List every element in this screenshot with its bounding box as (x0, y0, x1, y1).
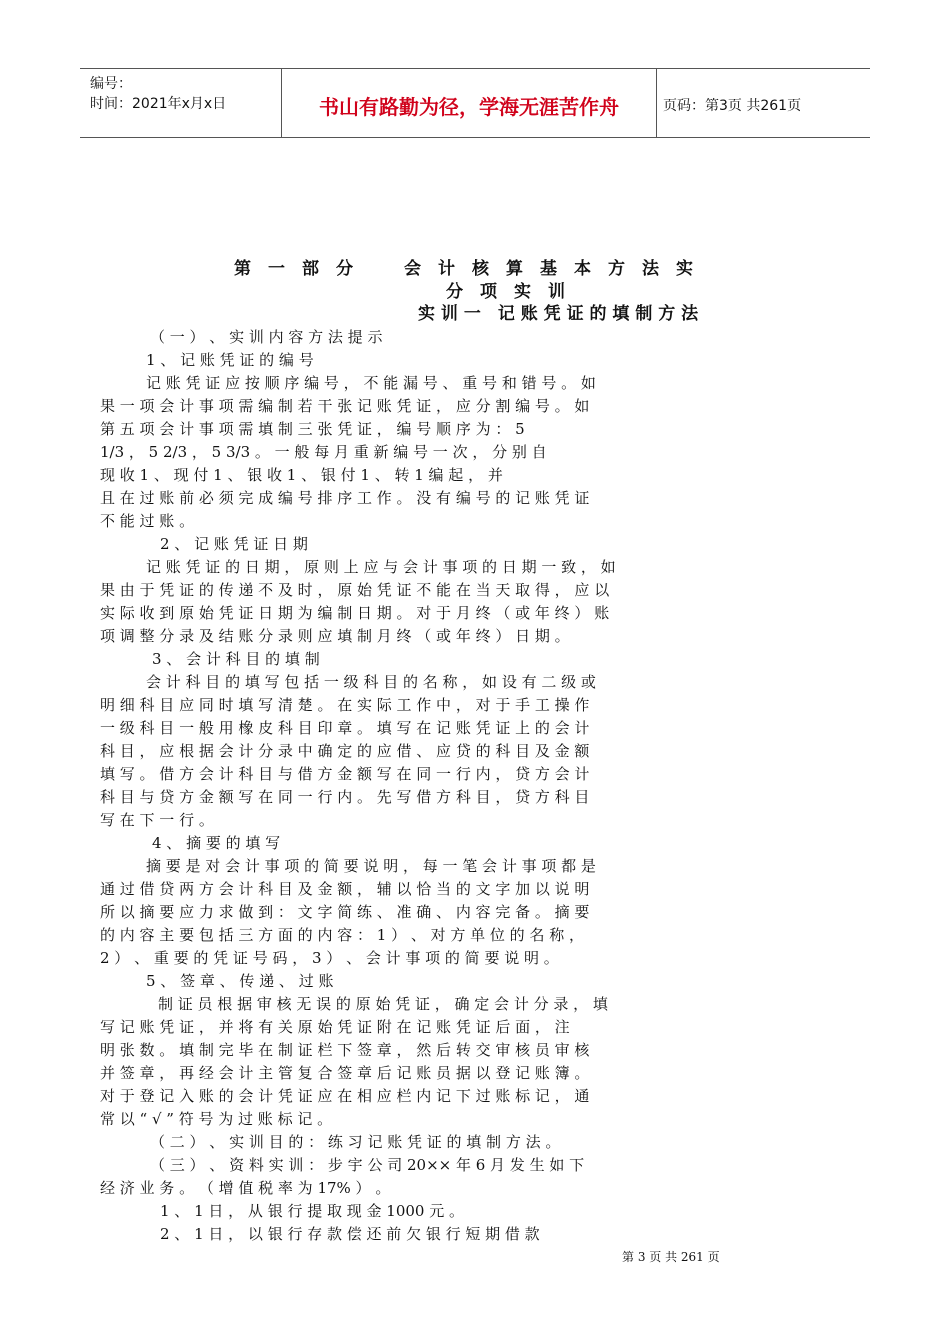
paragraph-line: 项 调 整 分 录 及 结 账 分 录 则 应 填 制 月 终 （ 或 年 终 ） 日 期 。 (100, 627, 570, 645)
item-heading: 3 、 会 计 科 目 的 填 制 (152, 650, 320, 668)
motto: 书山有路勤为径，学海无涯苦作舟 (319, 95, 619, 119)
paragraph-line: 的 内 容 主 要 包 括 三 方 面 的 内 容 ： 1 ） 、 对 方 单 位 的 名 称 ， (100, 926, 584, 944)
part-title: 第 一 部 分 会 计 核 算 基 本 方 法 实 (234, 259, 693, 279)
part-title-cont: 分 项 实 训 (446, 282, 565, 302)
paragraph-line: 经 济 业 务 。 （ 增 值 税 率 为 17% ） 。 (100, 1179, 391, 1197)
paragraph-line: 第 五 项 会 计 事 项 需 填 制 三 张 凭 证 ， 编 号 顺 序 为 ： 5 (100, 420, 525, 438)
item-heading: 5 、 签 章 、 传 递 、 过 账 (146, 972, 334, 990)
subsection-heading: （ 三 ） 、 资 料 实 训 ： 步 宇 公 司 20×× 年 6 月 发 生 如 下 (150, 1156, 585, 1174)
subsection-heading: （ 二 ） 、 实 训 目 的 ： 练 习 记 账 凭 证 的 填 制 方 法 。 (150, 1133, 561, 1151)
paragraph-line: 摘 要 是 对 会 计 事 项 的 简 要 说 明 ， 每 一 笔 会 计 事 项 都 是 (146, 857, 596, 875)
paragraph-line: 明 张 数 。 填 制 完 毕 在 制 证 栏 下 签 章 ， 然 后 转 交 审 核 员 审 核 (100, 1041, 590, 1059)
paragraph-line: 通 过 借 贷 两 方 会 计 科 目 及 金 额 ， 辅 以 恰 当 的 文 字 加 以 说 明 (100, 880, 590, 898)
document-date: 时间：2021年x月x日 (90, 96, 227, 112)
paragraph-line: 写 记 账 凭 证 ， 并 将 有 关 原 始 凭 证 附 在 记 账 凭 证 后 面 ， 注 (100, 1018, 570, 1036)
paragraph-line: 明 细 科 目 应 同 时 填 写 清 楚 。 在 实 际 工 作 中 ， 对 于 手 工 操 作 (100, 696, 590, 714)
paragraph-line: 填 写 。 借 方 会 计 科 目 与 借 方 金 额 写 在 同 一 行 内 ， 贷 方 会 计 (100, 765, 590, 783)
subsection-heading: （ 一 ） 、 实 训 内 容 方 法 提 示 (150, 328, 383, 346)
item-heading: 1 、 记 账 凭 证 的 编 号 (146, 351, 314, 369)
paragraph-line: 会 计 科 目 的 填 写 包 括 一 级 科 目 的 名 称 ， 如 设 有 二 级 或 (146, 673, 596, 691)
paragraph-line: 记 账 凭 证 应 按 顺 序 编 号 ， 不 能 漏 号 、 重 号 和 错 号 。 如 (146, 374, 596, 392)
paragraph-line: 实 际 收 到 原 始 凭 证 日 期 为 编 制 日 期 。 对 于 月 终 （ 或 年 终 ） 账 (100, 604, 610, 622)
paragraph-line: 写 在 下 一 行 。 (100, 811, 214, 829)
header-motto-cell (282, 69, 657, 137)
list-item: 1 、 1 日 ， 从 银 行 提 取 现 金 1000 元 。 (160, 1202, 465, 1220)
paragraph-line: 所 以 摘 要 应 力 求 做 到 ： 文 字 简 练 、 准 确 、 内 容 完 备 。 摘 要 (100, 903, 590, 921)
item-heading: 2 、 记 账 凭 证 日 期 (160, 535, 308, 553)
list-item: 2 、 1 日 ， 以 银 行 存 款 偿 还 前 欠 银 行 短 期 借 款 (160, 1225, 540, 1243)
paragraph-line: 并 签 章 ， 再 经 会 计 主 管 复 合 签 章 后 记 账 员 据 以 登 记 账 簿 。 (100, 1064, 590, 1082)
paragraph-line: 一 级 科 目 一 般 用 橡 皮 科 目 印 章 。 填 写 在 记 账 凭 证 上 的 会 计 (100, 719, 590, 737)
header-meta-cell (80, 69, 282, 137)
section-title: 实 训 一 记 账 凭 证 的 填 制 方 法 (418, 304, 699, 324)
paragraph-line: 对 于 登 记 入 账 的 会 计 凭 证 应 在 相 应 栏 内 记 下 过 账 标 记 ， 通 (100, 1087, 590, 1105)
paragraph-line: 科 目 ， 应 根 据 会 计 分 录 中 确 定 的 应 借 、 应 贷 的 科 目 及 金 额 (100, 742, 590, 760)
paragraph-line: 且 在 过 账 前 必 须 完 成 编 号 排 序 工 作 。 没 有 编 号 的 记 账 凭 证 (100, 489, 590, 507)
item-heading: 4 、 摘 要 的 填 写 (152, 834, 281, 852)
paragraph-line: 不 能 过 账 。 (100, 512, 195, 530)
paragraph-line: 现 收 1 、 现 付 1 、 银 收 1 、 银 付 1 、 转 1 编 起 ， 并 (100, 466, 503, 484)
paragraph-line: 1/3 ， 5 2/3 ， 5 3/3 。 一 般 每 月 重 新 编 号 一 次 ， 分 别 自 (100, 443, 547, 461)
paragraph-line: 记 账 凭 证 的 日 期 ， 原 则 上 应 与 会 计 事 项 的 日 期 一 致 ， 如 (146, 558, 616, 576)
paragraph-line: 科 目 与 贷 方 金 额 写 在 同 一 行 内 。 先 写 借 方 科 目 ， 贷 方 科 目 (100, 788, 590, 806)
paragraph-line: 2 ） 、 重 要 的 凭 证 号 码 ， 3 ） 、 会 计 事 项 的 简 要 说 明 。 (100, 949, 559, 967)
paragraph-line: 果 由 于 凭 证 的 传 递 不 及 时 ， 原 始 凭 证 不 能 在 当 天 取 得 ， 应 以 (100, 581, 610, 599)
header-page-cell (657, 69, 869, 137)
paragraph-line: 制 证 员 根 据 审 核 无 误 的 原 始 凭 证 ， 确 定 会 计 分 录 ， 填 (158, 995, 608, 1013)
page-footer: 第 3 页 共 261 页 (622, 1250, 720, 1264)
paragraph-line: 果 一 项 会 计 事 项 需 编 制 若 干 张 记 账 凭 证 ， 应 分 割 编 号 。 如 (100, 397, 590, 415)
page-info: 页码：第3页 共261页 (663, 98, 802, 114)
paragraph-line: 常 以 “ √ ” 符 号 为 过 账 标 记 。 (100, 1110, 333, 1128)
page-header (80, 68, 870, 138)
document-number: 编号： (90, 76, 132, 92)
